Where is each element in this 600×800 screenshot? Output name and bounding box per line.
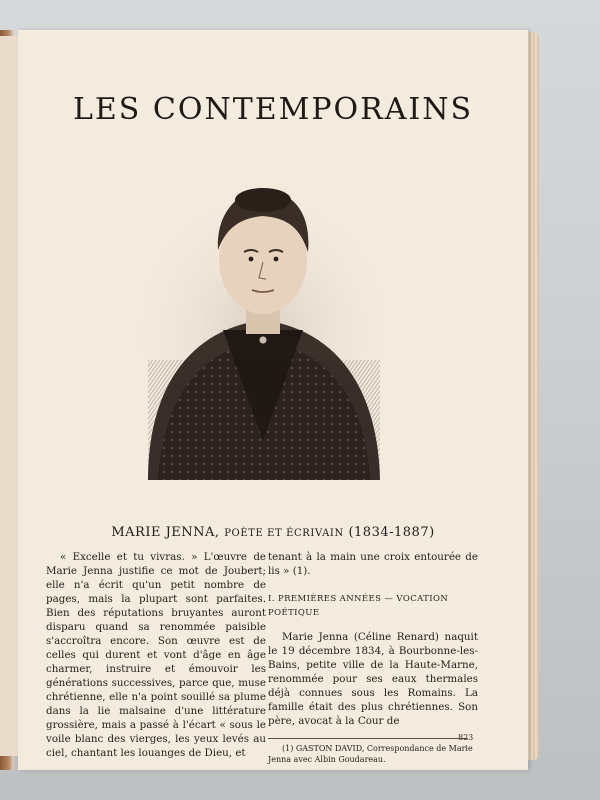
section-heading: I. PREMIÈRES ANNÉES — VOCATION POÉTIQUE — [268, 594, 449, 618]
page-number: 823 — [458, 733, 474, 742]
caption-role: POÈTE ET ÉCRIVAIN — [224, 528, 344, 539]
portrait-engraving — [128, 180, 398, 510]
right-column — [268, 550, 478, 765]
portrait-caption — [18, 525, 528, 540]
caption-dates: (1834-1887) — [348, 525, 435, 540]
page-title: LES CONTEMPORAINS — [72, 92, 474, 127]
caption-name: MARIE JENNA, — [111, 525, 220, 540]
footnote-divider — [268, 738, 468, 739]
left-column — [46, 550, 266, 760]
right-column-body: Marie Jenna (Céline Renard) naquit le 19 décembre 1834, à Bourbonne-les-Bains, petite ville de la Haute-Marne, renommée pour ses eaux thermales déjà connues sous les Romains. La famille était des plus chrétiennes. Son père, avocat à la Cour de — [268, 631, 478, 727]
left-column-text: « Excelle et tu vivras. » L'œuvre de Marie Jenna justifie ce mot de Joubert; elle n'a écrit qu'un petit nombre de pages, mais la plupart sont parfaites. Bien des réputations bruyantes auront disparu quand sa renommée paisible s'accroîtra encore. Son œuvre est de celles qui durent et vont d'âge en âge charmer, instruire et émouvoir les générations successives, parce que, muse chrétienne, elle n'a point souillé sa plume dans la lie malsaine d'une littérature grossière, mais a passé à l'écart « sous le voile blanc des vierges, les yeux levés au ciel, chantant les louanges de Dieu, et — [46, 551, 266, 759]
right-column-intro: tenant à la main une croix entourée de lis » (1). — [268, 551, 478, 577]
footnote: (1) GASTON DAVID, Correspondance de Marie Jenna avec Albin Goudareau. — [268, 744, 473, 764]
book-page — [18, 30, 528, 770]
portrait-illustration — [128, 180, 398, 510]
